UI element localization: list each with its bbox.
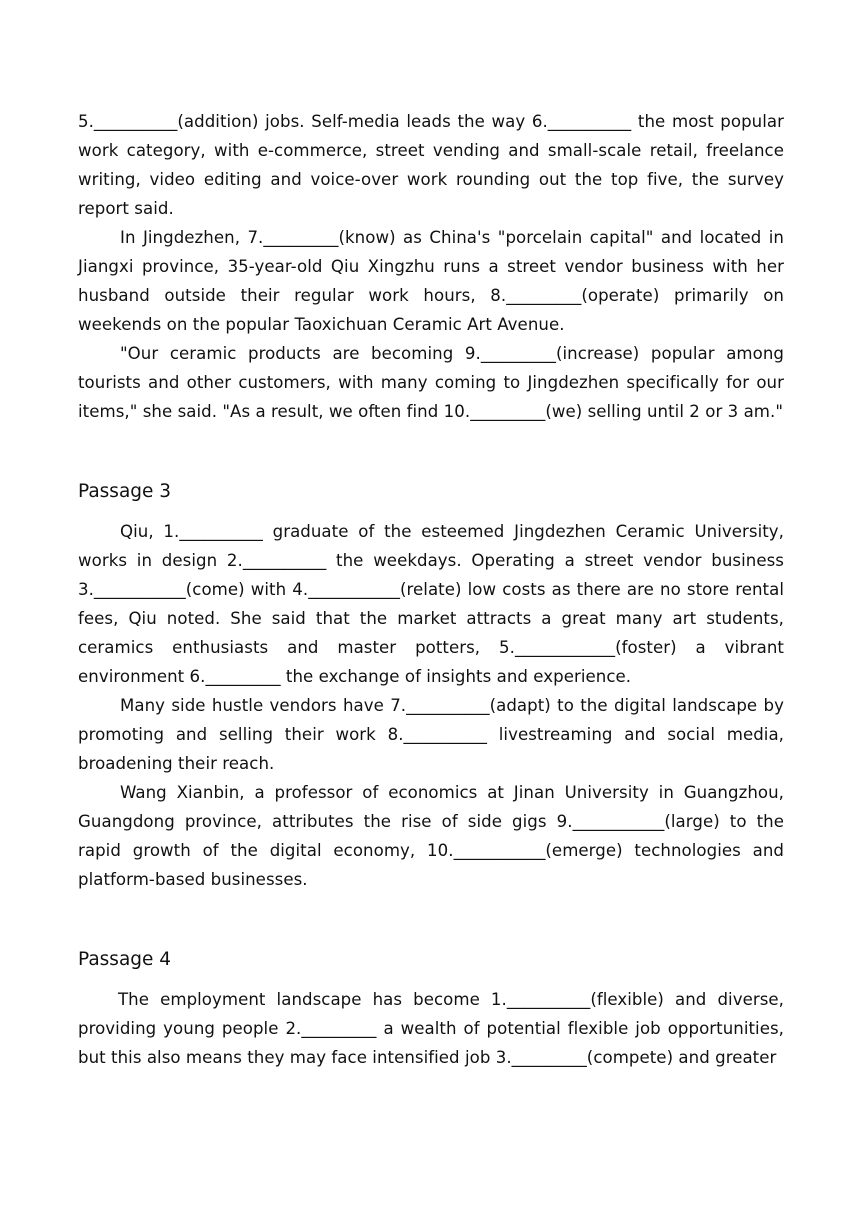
passage2-paragraph-2: In Jingdezhen, 7._________(know) as China's "porcelain capital" and located in Jiangxi province, 35-year-old Qiu Xingzhu runs a street vendor business with her husband outside their regular work hours, 8._________(operate) primarily on weekends on the popular Taoxichuan Ceramic Art Avenue. <box>78 228 784 334</box>
passage2-paragraph-1: 5.__________(addition) jobs. Self-media leads the way 6.__________ the most popular work category, with e-commerce, street vending and small-scale retail, freelance writing, video editing and voice-over work rounding out the top five, the survey report said. <box>78 112 784 218</box>
passage3-title: Passage 3 <box>78 481 172 502</box>
passage4-paragraph-1: The employment landscape has become 1.__________(flexible) and diverse, providing young people 2._________ a wealth of potential flexible job opportunities, but this also means they may face intensified job 3._________(compete) and greater <box>78 990 784 1067</box>
passage4-title: Passage 4 <box>78 949 172 970</box>
document-page <box>78 107 784 1072</box>
passage3-paragraph-1: Qiu, 1.__________ graduate of the esteemed Jingdezhen Ceramic University, works in design 2.__________ the weekdays. Operating a street vendor business 3.___________(come) with 4.___________(relate) low costs as there are no store rental fees, Qiu noted. She said that the market attracts a great many art students, ceramics enthusiasts and master potters, 5.____________(foster) a vibrant environment 6._________ the exchange of insights and experience. <box>78 522 784 686</box>
passage2-paragraph-3: "Our ceramic products are becoming 9._________(increase) popular among tourists and other customers, with many coming to Jingdezhen specifically for our items," she said. "As a result, we often find 10._________(we) selling until 2 or 3 am." <box>78 344 784 421</box>
passage3-paragraph-3: Wang Xianbin, a professor of economics at Jinan University in Guangzhou, Guangdong province, attributes the rise of side gigs 9.___________(large) to the rapid growth of the digital economy, 10.___________(emerge) technologies and platform-based businesses. <box>78 783 784 889</box>
passage3-paragraph-2: Many side hustle vendors have 7.__________(adapt) to the digital landscape by promoting and selling their work 8.__________ livestreaming and social media, broadening their reach. <box>78 696 784 773</box>
